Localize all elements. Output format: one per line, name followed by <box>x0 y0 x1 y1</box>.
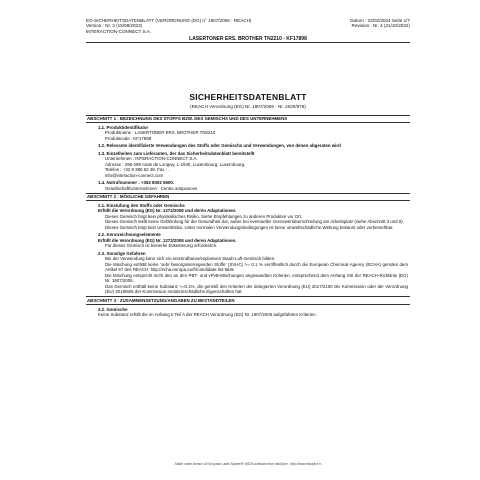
subsection-1-4: 1.4. Notrufnummer : +352 8002 5500. <box>98 180 175 186</box>
subsection-2-1: 2.1. Einstufung des Stoffs oder Gemischs <box>98 202 185 208</box>
other-hazard-endocrine: Das Gemisch enthält keine Substanz >=0.1%, die gemäß den Kriterien der delegierten Verordnung (EU) 2017/2100 der Kommission oder der Verordnung (EU) 2018/605 der Kommission endokrinschädliche Eigenschaften hat. <box>105 283 408 295</box>
supplier-company: Unternehmen : INTERACTION-CONNECT S.A. <box>105 156 198 162</box>
subsection-1-2: 1.2. Relevante identifizierte Verwendungen des Stoffs oder Gemischs und Verwendungen, von denen abgeraten wird <box>98 143 341 149</box>
header-regulation: EG-SICHERHEITSDATENBLATT (VERORDNUNG (EG) n° 1907/2006 - REACH) <box>86 18 252 23</box>
product-code: Produktcode : KF17898 <box>105 135 152 141</box>
hazard-text-environment: Dieses Gemisch birgt kein Umweltrisiko. Unter normalen Verwendungsbedingungen ist keine umweltschädliche Wirkung bekannt oder vorhersehbar. <box>105 224 394 230</box>
header-right <box>300 18 410 29</box>
other-hazard-svhc: Die Mischung enthält keine 'sehr besorgniserregenden Stoffe' (SVHC) >= 0.1 % veröffentlich durch die European Chemical Agency (ECHA) gemäss dem Artikel 57 des REACH: http://echa.europa.eu/fr/candidate-list-table <box>105 261 408 273</box>
mixture-text: Keine Substanz erfüllt die im Anhang II Teil A der REACH Verordnung (EG) Nr. 1907/2006 aufgeführten Kriterien. <box>98 312 317 318</box>
header-revision: Revision : Nr. 4 (21/10/2022) <box>351 23 410 29</box>
document-title: SICHERHEITSDATENBLATT <box>189 92 307 102</box>
header-company: INTERACTION-CONNECT S.A. <box>86 28 152 34</box>
header-product: LASERTONER ERS. BROTHER TN2210 - KF17898 <box>189 36 307 42</box>
regulation-note-1: Erfüllt die Verordnung (EG) Nr. 1272/2008 und deren Adaptationen. <box>98 208 237 214</box>
subsection-3-2: 3.2. Gemische <box>98 306 128 312</box>
software-footer: - Made under licence of European Label System® MSDS software from InfoDyne - http://www.infodyne.fr - <box>173 462 323 466</box>
section-1-heading: ABSCHNITT 1 : BEZEICHNUNG DES STOFFS BZW. DES GEMISCHS UND DES UNTERNEHMENS <box>86 115 410 123</box>
subsection-2-2: 2.2. Kennzeichnungselemente <box>98 232 161 238</box>
header-left <box>86 18 306 34</box>
subsection-1-1: 1.1. Produktidentifikator <box>98 124 149 130</box>
section-2-heading: ABSCHNITT 2 : MÖGLICHE GEFAHREN <box>86 193 410 201</box>
section-3-heading: ABSCHNITT 3 : ZUSAMMENSETZUNG/ANGABEN ZU BESTANDTEILEN <box>86 296 410 304</box>
hazard-text-health: Dieses Gemisch stellt keine Gefährdung für die Gesundheit dar, außer bei eventueller Grenzwertüberschreitung am Arbeitsplatz (siehe Abschnitt 3 und 8). <box>105 219 404 225</box>
document-subtitle: (REACH Verordnung (EG) Nr. 1907/2006 - Nr. 2020/878) <box>190 104 306 109</box>
other-hazard-pbt: Die Mischung entspricht nicht den an den PBT- und vPvB-Mischungen angewandten Kriterien, entsprechend dem Anhang XIII der REACH-Richtlinie (EG) Nr. 1907/2006. <box>105 272 408 284</box>
regulation-note-2: Erfüllt die Verordnung (EG) Nr. 1272/2008 und deren Adaptationen. <box>98 237 237 243</box>
labelling-text: Für dieses Gemisch ist keinerlei Etikettierung erforderlich. <box>105 243 218 249</box>
subsection-1-3: 1.3. Einzelheiten zum Lieferanten, der das Sicherheitsdatenblatt bereitstellt <box>98 150 255 156</box>
header-version: Version : Nr. 3 (15/08/2023) <box>86 23 143 29</box>
supplier-address: Adresse : 296-298 route de Longwy, L-1940, Luxembourg, Luxembourg. <box>105 161 246 167</box>
other-hazard-dust: Bei der Verwendung kann sich ein entzündbares/explosives Staub-Luft-Gemisch bilden. <box>105 256 276 262</box>
document-body <box>86 113 410 318</box>
supplier-phone: Telefon : +32 9 380 62 48. Fax : . <box>105 167 170 173</box>
supplier-email: info@interaction-connect.com <box>105 172 164 178</box>
header-date-page: Datum : 23/02/2024 Seite 1/7 <box>350 18 410 23</box>
emergency-organisation: Gesellschaft/Unternehmen : Centre antipoisons <box>105 185 198 191</box>
hazard-text-physical: Dieses Gemisch birgt kein physikalisches Risiko. Siehe Empfehlungen zu anderen Produkten vor Ort. <box>105 213 303 219</box>
header-divider <box>86 42 410 43</box>
product-name: Produktname : LASERTONER ERS. BROTHER TN2210 <box>105 130 216 136</box>
subsection-2-3: 2.3. Sonstige Gefahren <box>98 250 146 256</box>
